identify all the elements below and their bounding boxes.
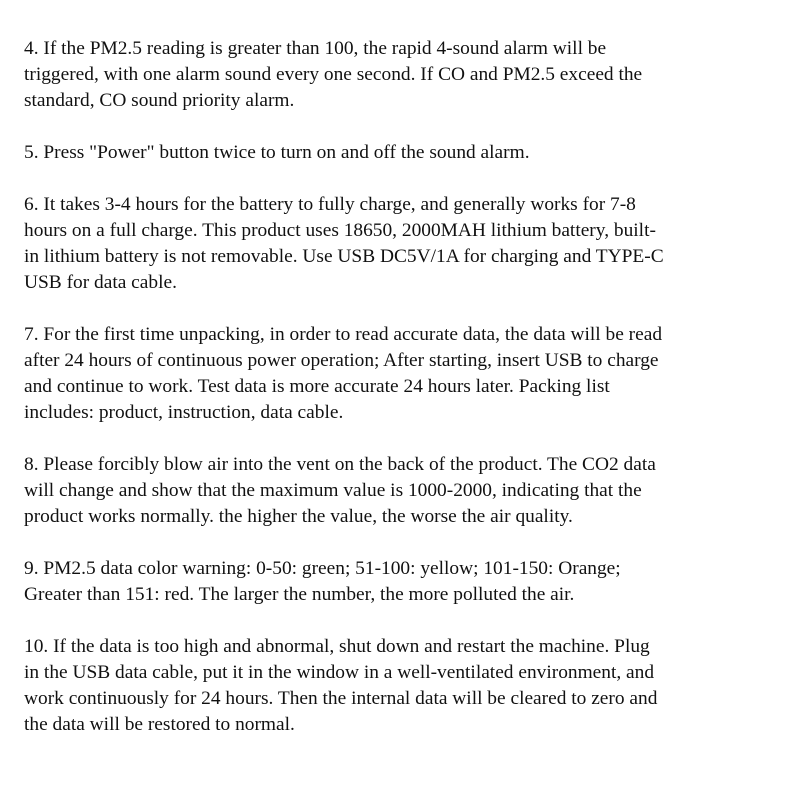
text-line: 8. Please forcibly blow air into the vent on the back of the product. The CO2 data [24, 454, 656, 475]
text-line: the data will be restored to normal. [24, 714, 295, 735]
text-line: 4. If the PM2.5 reading is greater than 100, the rapid 4-sound alarm will be [24, 38, 607, 59]
instruction-item-8 [24, 452, 784, 530]
text-line: after 24 hours of continuous power operation; After starting, insert USB to charge [24, 350, 659, 371]
instruction-page [24, 36, 784, 764]
text-line: triggered, with one alarm sound every one second. If CO and PM2.5 exceed the [24, 64, 643, 85]
text-line: 7. For the first time unpacking, in order to read accurate data, the data will be read [24, 324, 663, 345]
text-line: 10. If the data is too high and abnormal, shut down and restart the machine. Plug [24, 636, 650, 657]
text-line: in lithium battery is not removable. Use USB DC5V/1A for charging and TYPE-C [24, 246, 664, 267]
instruction-item-9 [24, 556, 784, 608]
instruction-item-7 [24, 322, 784, 426]
text-line: standard, CO sound priority alarm. [24, 90, 295, 111]
text-line: 6. It takes 3-4 hours for the battery to fully charge, and generally works for 7-8 [24, 194, 636, 215]
text-line: work continuously for 24 hours. Then the internal data will be cleared to zero and [24, 688, 658, 709]
text-line: product works normally. the higher the value, the worse the air quality. [24, 506, 573, 527]
instruction-item-5 [24, 140, 784, 166]
text-line: 9. PM2.5 data color warning: 0-50: green; 51-100: yellow; 101-150: Orange; [24, 558, 621, 579]
text-line: hours on a full charge. This product uses 18650, 2000MAH lithium battery, built- [24, 220, 656, 241]
text-line: USB for data cable. [24, 272, 177, 293]
instruction-item-4 [24, 36, 784, 114]
text-line: in the USB data cable, put it in the window in a well-ventilated environment, and [24, 662, 655, 683]
instruction-item-6 [24, 192, 784, 296]
text-line: 5. Press "Power" button twice to turn on and off the sound alarm. [24, 142, 530, 163]
text-line: and continue to work. Test data is more accurate 24 hours later. Packing list [24, 376, 610, 397]
text-line: Greater than 151: red. The larger the number, the more polluted the air. [24, 584, 575, 605]
text-line: will change and show that the maximum value is 1000-2000, indicating that the [24, 480, 642, 501]
text-line: includes: product, instruction, data cable. [24, 402, 344, 423]
instruction-item-10 [24, 634, 784, 738]
